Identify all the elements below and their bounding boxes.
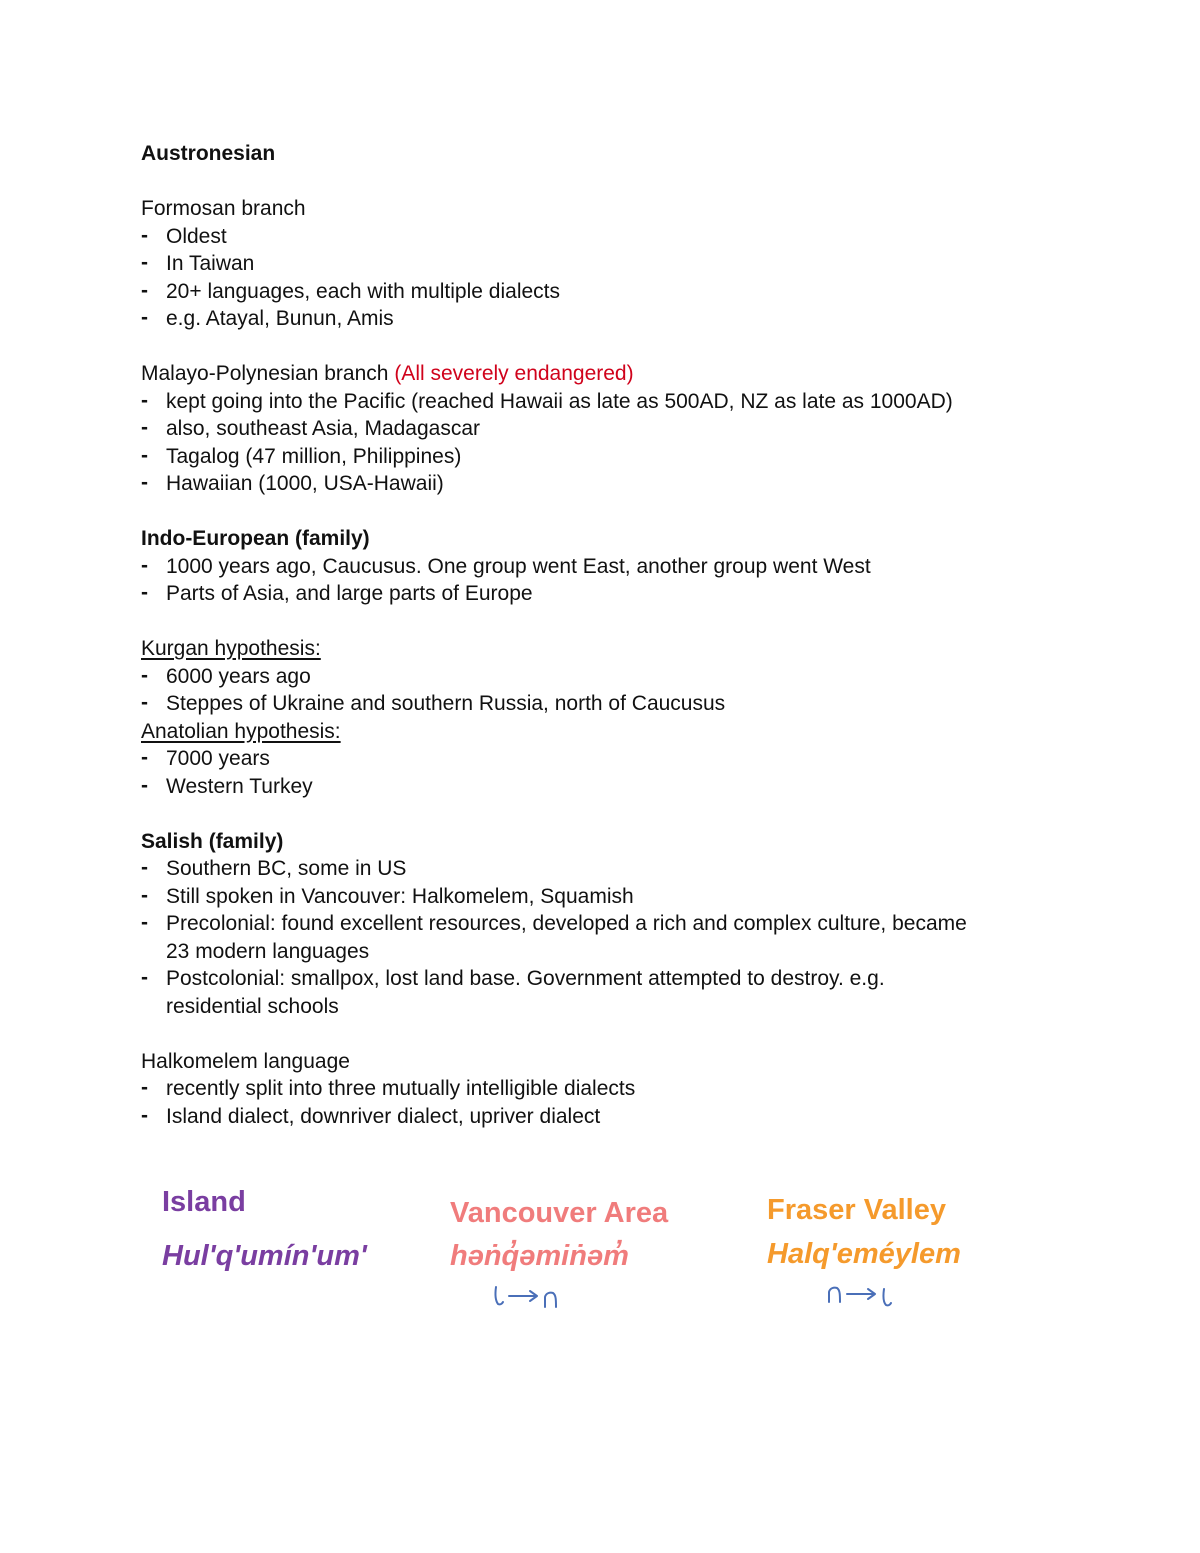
salish-heading: Salish (family)	[141, 829, 284, 853]
list-item: - Island dialect, downriver dialect, upriver dialect	[141, 1103, 1101, 1131]
island-dialect-name: Island	[162, 1186, 246, 1218]
list-item: - recently split into three mutually intelligible dialects	[141, 1075, 1101, 1103]
vancouver-dialect-name: Vancouver Area	[450, 1197, 669, 1229]
list-item: - In Taiwan	[141, 250, 1101, 278]
list-item: - Still spoken in Vancouver: Halkomelem, Squamish	[141, 883, 1101, 911]
anatolian-label: Anatolian hypothesis:	[141, 719, 341, 743]
list-item: - Hawaiian (1000, USA-Hawaii)	[141, 470, 1101, 498]
vancouver-dialect-word: həṅq̓əmiṅəm̓	[450, 1240, 629, 1272]
halkomelem-label: Halkomelem language	[141, 1049, 350, 1073]
list-item: - 7000 years	[141, 745, 1101, 773]
formosan-label: Formosan branch	[141, 197, 306, 220]
list-item: - 6000 years ago	[141, 663, 1101, 691]
list-item: - e.g. Atayal, Bunun, Amis	[141, 305, 1101, 333]
list-item: - Tagalog (47 million, Philippines)	[141, 443, 1101, 471]
list-item: - also, southeast Asia, Madagascar	[141, 415, 1101, 443]
list-item: - Parts of Asia, and large parts of Europe	[141, 580, 1101, 608]
endangered-note: (All severely endangered)	[394, 362, 634, 385]
list-item: - Steppes of Ukraine and southern Russia, north of Caucusus	[141, 690, 1101, 718]
fraser-valley-dialect-word: Halq'eméylem	[767, 1238, 961, 1270]
list-item: - Oldest	[141, 223, 1101, 251]
malayo-label: Malayo-Polynesian branch	[141, 362, 389, 385]
list-item: - Southern BC, some in US	[141, 855, 1101, 883]
list-item: - kept going into the Pacific (reached Hawaii as late as 500AD, NZ as late as 1000AD)	[141, 388, 1101, 416]
list-item: - 1000 years ago, Caucusus. One group went East, another group went West	[141, 553, 1101, 581]
list-item: - 20+ languages, each with multiple dialects	[141, 278, 1101, 306]
kurgan-label: Kurgan hypothesis:	[141, 637, 321, 660]
fraser-valley-dialect-name: Fraser Valley	[767, 1194, 946, 1226]
indo-european-heading: Indo-European (family)	[141, 527, 370, 550]
island-dialect-word: Hul'q'umín'um'	[162, 1240, 367, 1272]
list-item: - Western Turkey	[141, 773, 1101, 801]
list-item: - Precolonial: found excellent resources, developed a rich and complex culture, became 23 modern languages	[141, 910, 1101, 965]
austronesian-heading: Austronesian	[141, 142, 276, 165]
list-item: - Postcolonial: smallpox, lost land base. Government attempted to destroy. e.g. residential schools	[141, 965, 1101, 1020]
